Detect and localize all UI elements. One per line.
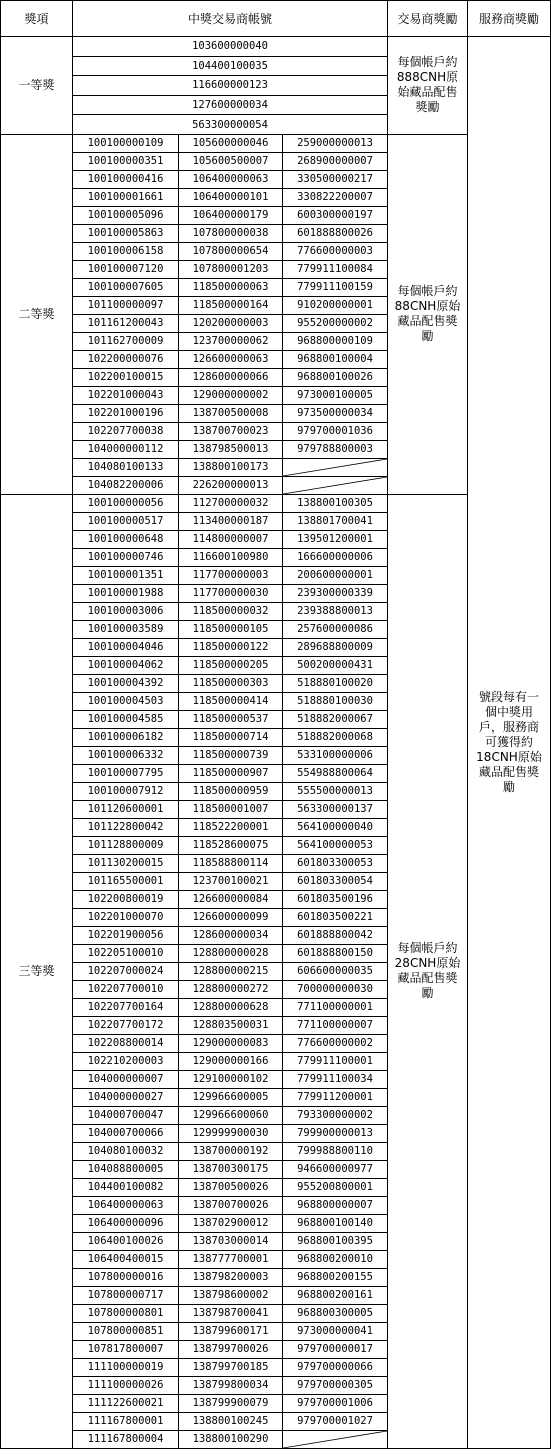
account-cell: 106400000101 — [179, 188, 283, 206]
account-cell: 102201000043 — [73, 386, 179, 404]
empty-cell — [283, 1430, 388, 1448]
account-cell: 138799600171 — [179, 1322, 283, 1340]
account-cell: 117700000030 — [179, 584, 283, 602]
account-cell: 105600000046 — [179, 134, 283, 152]
tier-1-dealer-reward: 每個帳戶約888CNH原始藏品配售獎勵 — [388, 37, 468, 135]
account-cell: 129966600060 — [179, 1106, 283, 1124]
account-cell: 910200000001 — [283, 296, 388, 314]
account-cell: 104000000112 — [73, 440, 179, 458]
account-cell: 106400400015 — [73, 1250, 179, 1268]
account-cell: 500200000431 — [283, 656, 388, 674]
empty-cell — [283, 476, 388, 494]
account-cell: 564100000040 — [283, 818, 388, 836]
account-cell: 102205100010 — [73, 944, 179, 962]
account-cell: 518880100020 — [283, 674, 388, 692]
account-cell: 100100007120 — [73, 260, 179, 278]
account-cell: 104088800005 — [73, 1160, 179, 1178]
account-cell: 118500000537 — [179, 710, 283, 728]
account-cell: 128600000034 — [179, 926, 283, 944]
account-cell: 104000700066 — [73, 1124, 179, 1142]
account-cell: 128800000272 — [179, 980, 283, 998]
account-cell: 799988800110 — [283, 1142, 388, 1160]
account-cell: 779911100084 — [283, 260, 388, 278]
account-cell: 104082200006 — [73, 476, 179, 494]
tier-2-label: 二等獎 — [1, 134, 73, 494]
account-cell: 973500000034 — [283, 404, 388, 422]
account-cell: 118500000303 — [179, 674, 283, 692]
account-cell: 102207700038 — [73, 422, 179, 440]
account-cell: 102201900056 — [73, 926, 179, 944]
account-cell: 979788800003 — [283, 440, 388, 458]
account-cell: 117700000003 — [179, 566, 283, 584]
account-cell: 138800100305 — [283, 494, 388, 512]
account-cell: 955200800001 — [283, 1178, 388, 1196]
account-cell: 107800000038 — [179, 224, 283, 242]
account-cell: 979700001027 — [283, 1412, 388, 1430]
account-cell: 200600000001 — [283, 566, 388, 584]
account-cell: 100100004062 — [73, 656, 179, 674]
account-cell: 968800200155 — [283, 1268, 388, 1286]
account-cell: 104080100032 — [73, 1142, 179, 1160]
account-cell: 101130200015 — [73, 854, 179, 872]
account-cell: 138777700001 — [179, 1250, 283, 1268]
account-cell: 118528600075 — [179, 836, 283, 854]
account-cell: 128803500031 — [179, 1016, 283, 1034]
account-cell: 979700000305 — [283, 1376, 388, 1394]
header-account: 中獎交易商帳號 — [73, 1, 388, 37]
account-cell: 138799900079 — [179, 1394, 283, 1412]
account-cell: 103600000040 — [73, 37, 388, 57]
account-cell: 116600000123 — [73, 76, 388, 96]
account-cell: 779911100001 — [283, 1052, 388, 1070]
account-cell: 968800100140 — [283, 1214, 388, 1232]
account-cell: 107800000801 — [73, 1304, 179, 1322]
account-cell: 113400000187 — [179, 512, 283, 530]
account-cell: 100100005096 — [73, 206, 179, 224]
account-cell: 968800000007 — [283, 1196, 388, 1214]
account-cell: 118500000414 — [179, 692, 283, 710]
account-cell: 601803300054 — [283, 872, 388, 890]
account-cell: 239388800013 — [283, 602, 388, 620]
account-cell: 129000000002 — [179, 386, 283, 404]
account-cell: 138700500008 — [179, 404, 283, 422]
account-cell: 518882000068 — [283, 728, 388, 746]
account-cell: 126600000063 — [179, 350, 283, 368]
account-cell: 776600000002 — [283, 1034, 388, 1052]
account-cell: 106400000096 — [73, 1214, 179, 1232]
account-cell: 973000000041 — [283, 1322, 388, 1340]
account-cell: 138703000014 — [179, 1232, 283, 1250]
account-cell: 101100000097 — [73, 296, 179, 314]
account-cell: 564100000053 — [283, 836, 388, 854]
account-cell: 118522200001 — [179, 818, 283, 836]
account-cell: 979700000017 — [283, 1340, 388, 1358]
account-cell: 771100000001 — [283, 998, 388, 1016]
account-cell: 100100000517 — [73, 512, 179, 530]
account-cell: 100100007795 — [73, 764, 179, 782]
account-cell: 118500000714 — [179, 728, 283, 746]
account-cell: 100100000109 — [73, 134, 179, 152]
account-cell: 330822200007 — [283, 188, 388, 206]
account-cell: 100100000746 — [73, 548, 179, 566]
account-cell: 100100004503 — [73, 692, 179, 710]
account-cell: 601888800026 — [283, 224, 388, 242]
account-cell: 138800100290 — [179, 1430, 283, 1448]
account-cell: 100100000416 — [73, 170, 179, 188]
account-cell: 102201000196 — [73, 404, 179, 422]
account-cell: 100100006182 — [73, 728, 179, 746]
account-cell: 226200000013 — [179, 476, 283, 494]
account-cell: 120200000003 — [179, 314, 283, 332]
account-cell: 100100000056 — [73, 494, 179, 512]
account-cell: 554988800064 — [283, 764, 388, 782]
account-cell: 100100004046 — [73, 638, 179, 656]
account-cell: 118500000907 — [179, 764, 283, 782]
account-cell: 100100000648 — [73, 530, 179, 548]
account-cell: 101161200043 — [73, 314, 179, 332]
account-cell: 138798600002 — [179, 1286, 283, 1304]
account-cell: 114800000007 — [179, 530, 283, 548]
header-prize: 獎項 — [1, 1, 73, 37]
account-cell: 102201000070 — [73, 908, 179, 926]
header-dealer-reward: 交易商獎勵 — [388, 1, 468, 37]
account-cell: 118500000105 — [179, 620, 283, 638]
tier-3-dealer-reward: 每個帳戶約28CNH原始藏品配售獎勵 — [388, 494, 468, 1448]
account-cell: 107800000654 — [179, 242, 283, 260]
account-cell: 129100000102 — [179, 1070, 283, 1088]
service-reward-cell: 號段每有一個中獎用戶，服務商可獲得約18CNH原始藏品配售獎勵 — [468, 37, 551, 1449]
account-cell: 600300000197 — [283, 206, 388, 224]
account-cell: 126600000099 — [179, 908, 283, 926]
account-cell: 118500000063 — [179, 278, 283, 296]
account-cell: 606600000035 — [283, 962, 388, 980]
account-cell: 779911100034 — [283, 1070, 388, 1088]
account-cell: 111100000019 — [73, 1358, 179, 1376]
account-cell: 239300000339 — [283, 584, 388, 602]
account-cell: 793300000002 — [283, 1106, 388, 1124]
account-cell: 700000000030 — [283, 980, 388, 998]
account-cell: 118500001007 — [179, 800, 283, 818]
account-cell: 102207700172 — [73, 1016, 179, 1034]
account-cell: 563300000054 — [73, 115, 388, 135]
account-cell: 128600000066 — [179, 368, 283, 386]
account-cell: 118588800114 — [179, 854, 283, 872]
account-cell: 330500000217 — [283, 170, 388, 188]
account-cell: 601888800150 — [283, 944, 388, 962]
account-cell: 129966600005 — [179, 1088, 283, 1106]
account-cell: 129999900030 — [179, 1124, 283, 1142]
account-cell: 102200000076 — [73, 350, 179, 368]
account-cell: 101122800042 — [73, 818, 179, 836]
account-cell: 107800000016 — [73, 1268, 179, 1286]
account-cell: 102200800019 — [73, 890, 179, 908]
account-cell: 106400000179 — [179, 206, 283, 224]
account-cell: 968800200010 — [283, 1250, 388, 1268]
account-cell: 138798700041 — [179, 1304, 283, 1322]
tier-2-dealer-reward: 每個帳戶約88CNH原始藏品配售獎勵 — [388, 134, 468, 494]
tier-3-label: 三等獎 — [1, 494, 73, 1448]
account-cell: 101165500001 — [73, 872, 179, 890]
account-cell: 799900000013 — [283, 1124, 388, 1142]
account-cell: 138700300175 — [179, 1160, 283, 1178]
account-cell: 102207700164 — [73, 998, 179, 1016]
account-cell: 979700001036 — [283, 422, 388, 440]
account-cell: 601803300053 — [283, 854, 388, 872]
account-cell: 102208800014 — [73, 1034, 179, 1052]
account-cell: 555500000013 — [283, 782, 388, 800]
account-cell: 104080100133 — [73, 458, 179, 476]
account-cell: 138799700026 — [179, 1340, 283, 1358]
account-cell: 118500000032 — [179, 602, 283, 620]
account-cell: 101128800009 — [73, 836, 179, 854]
account-cell: 102207700010 — [73, 980, 179, 998]
account-cell: 111100000026 — [73, 1376, 179, 1394]
account-cell: 968800000109 — [283, 332, 388, 350]
account-cell: 100100004392 — [73, 674, 179, 692]
account-cell: 100100001351 — [73, 566, 179, 584]
account-cell: 100100001988 — [73, 584, 179, 602]
account-cell: 129000000166 — [179, 1052, 283, 1070]
account-cell: 139501200001 — [283, 530, 388, 548]
account-cell: 289688800009 — [283, 638, 388, 656]
account-cell: 138799700185 — [179, 1358, 283, 1376]
account-cell: 257600000086 — [283, 620, 388, 638]
account-cell: 601888800042 — [283, 926, 388, 944]
account-cell: 518882000067 — [283, 710, 388, 728]
account-cell: 979700001006 — [283, 1394, 388, 1412]
account-cell: 104000700047 — [73, 1106, 179, 1124]
account-cell: 946600000977 — [283, 1160, 388, 1178]
account-cell: 601803500221 — [283, 908, 388, 926]
account-cell: 138800100245 — [179, 1412, 283, 1430]
account-cell: 138700700026 — [179, 1196, 283, 1214]
account-cell: 138798500013 — [179, 440, 283, 458]
account-cell: 107800000717 — [73, 1286, 179, 1304]
account-cell: 138801700041 — [283, 512, 388, 530]
account-cell: 111167800004 — [73, 1430, 179, 1448]
account-cell: 100100003589 — [73, 620, 179, 638]
account-cell: 116600100980 — [179, 548, 283, 566]
account-cell: 100100007605 — [73, 278, 179, 296]
account-cell: 123700100021 — [179, 872, 283, 890]
account-cell: 104400100035 — [73, 56, 388, 76]
account-cell: 106400000063 — [179, 170, 283, 188]
account-cell: 107800000851 — [73, 1322, 179, 1340]
account-cell: 100100007912 — [73, 782, 179, 800]
account-cell: 979700000066 — [283, 1358, 388, 1376]
account-cell: 106400000063 — [73, 1196, 179, 1214]
account-cell: 138702900012 — [179, 1214, 283, 1232]
account-cell: 106400100026 — [73, 1232, 179, 1250]
account-cell: 111122600021 — [73, 1394, 179, 1412]
account-cell: 128800000028 — [179, 944, 283, 962]
account-cell: 104000000007 — [73, 1070, 179, 1088]
account-cell: 102200100015 — [73, 368, 179, 386]
account-cell: 138700500026 — [179, 1178, 283, 1196]
account-cell: 101120600001 — [73, 800, 179, 818]
account-cell: 100100003006 — [73, 602, 179, 620]
account-cell: 138798200003 — [179, 1268, 283, 1286]
account-cell: 118500000205 — [179, 656, 283, 674]
account-cell: 138700700023 — [179, 422, 283, 440]
account-cell: 127600000034 — [73, 95, 388, 115]
account-cell: 101162700009 — [73, 332, 179, 350]
account-cell: 563300000137 — [283, 800, 388, 818]
account-cell: 166600000006 — [283, 548, 388, 566]
account-cell: 123700000062 — [179, 332, 283, 350]
account-cell: 533100000006 — [283, 746, 388, 764]
account-cell: 138799800034 — [179, 1376, 283, 1394]
tier-1-label: 一等獎 — [1, 37, 73, 135]
account-cell: 259000000013 — [283, 134, 388, 152]
account-cell: 126600000084 — [179, 890, 283, 908]
account-cell: 118500000164 — [179, 296, 283, 314]
account-cell: 118500000959 — [179, 782, 283, 800]
account-cell: 118500000739 — [179, 746, 283, 764]
header-service-reward: 服務商獎勵 — [468, 1, 551, 37]
account-cell: 518880100030 — [283, 692, 388, 710]
account-cell: 128800000215 — [179, 962, 283, 980]
account-cell: 955200000002 — [283, 314, 388, 332]
account-cell: 112700000032 — [179, 494, 283, 512]
account-cell: 968800100026 — [283, 368, 388, 386]
account-cell: 104400100082 — [73, 1178, 179, 1196]
account-cell: 100100006158 — [73, 242, 179, 260]
account-cell: 105600500007 — [179, 152, 283, 170]
account-cell: 138800100173 — [179, 458, 283, 476]
account-cell: 968800100395 — [283, 1232, 388, 1250]
account-cell: 771100000007 — [283, 1016, 388, 1034]
account-cell: 118500000122 — [179, 638, 283, 656]
account-cell: 107817800007 — [73, 1340, 179, 1358]
account-cell: 968800300005 — [283, 1304, 388, 1322]
account-cell: 973000100005 — [283, 386, 388, 404]
account-cell: 104000000027 — [73, 1088, 179, 1106]
account-cell: 268900000007 — [283, 152, 388, 170]
account-cell: 102207000024 — [73, 962, 179, 980]
account-cell: 968800200161 — [283, 1286, 388, 1304]
tier-1-row — [1, 37, 551, 57]
account-cell: 100100000351 — [73, 152, 179, 170]
header-row — [1, 1, 551, 37]
account-cell: 129000000083 — [179, 1034, 283, 1052]
account-cell: 128800000628 — [179, 998, 283, 1016]
account-cell: 100100005863 — [73, 224, 179, 242]
account-cell: 138700000192 — [179, 1142, 283, 1160]
account-cell: 100100001661 — [73, 188, 179, 206]
account-cell: 111167800001 — [73, 1412, 179, 1430]
account-cell: 107800001203 — [179, 260, 283, 278]
account-cell: 100100006332 — [73, 746, 179, 764]
account-cell: 102210200003 — [73, 1052, 179, 1070]
account-cell: 779911100159 — [283, 278, 388, 296]
empty-cell — [283, 458, 388, 476]
account-cell: 601803500196 — [283, 890, 388, 908]
account-cell: 968800100004 — [283, 350, 388, 368]
account-cell: 776600000003 — [283, 242, 388, 260]
account-cell: 779911200001 — [283, 1088, 388, 1106]
account-cell: 100100004585 — [73, 710, 179, 728]
